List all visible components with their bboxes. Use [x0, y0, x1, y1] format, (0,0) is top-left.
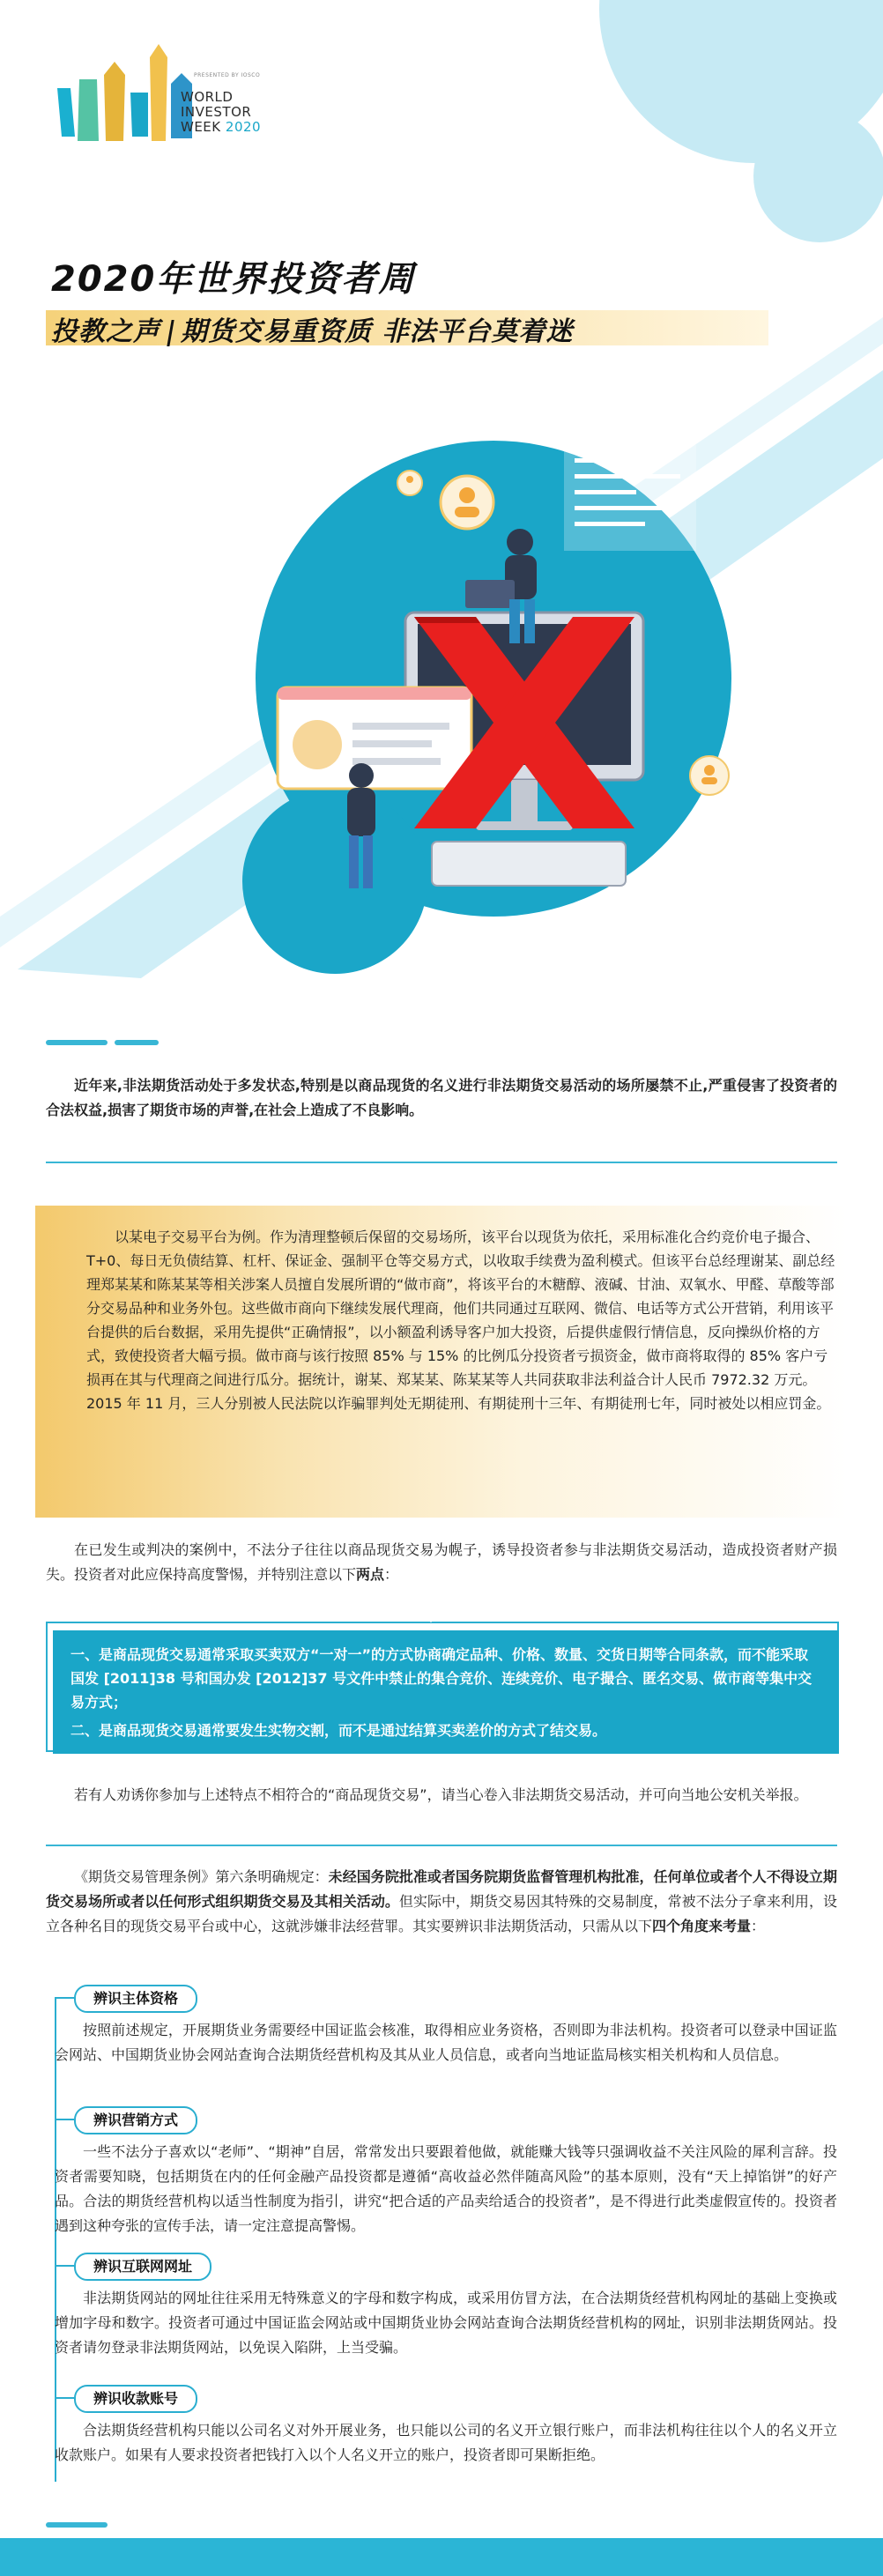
- key-point-2: 二、是商品现货交易通常要发生实物交割，而不是通过结算买卖差价的方式了结交易。: [70, 1722, 607, 1739]
- warning-bold: 两点: [356, 1566, 385, 1583]
- logo-line1: WORLD: [181, 89, 234, 105]
- code-window-icon: [564, 445, 696, 551]
- regulation-post: ：: [751, 1918, 766, 1934]
- logo-wordmark: [181, 90, 261, 135]
- section-text-website: 非法期货网站的网址往往采用无特殊意义的字母和数字构成，或采用仿冒方法，在合法期货经营机构网址的基础上变换或增加字母和数字。投资者可通过中国证监会网站或中国期货业协会网站查询合法期货经营机构的网址，识别非法期货网站。投资者请勿登录非法期货网站，以免误入陷阱，上当受骗。: [55, 2290, 837, 2356]
- section-text-subject: 按照前述规定，开展期货业务需要经中国证监会核准，取得相应业务资格，否则即为非法机构。投资者可以登录中国证监会网站、中国期货业协会网站查询合法期货经营机构及其从业人员信息，或者向当地证监局核实相关机构和人员信息。: [55, 2022, 837, 2063]
- section-tag-connector: [55, 2397, 74, 2399]
- profile-card-icon: [278, 687, 471, 789]
- user-badge-small-icon: [397, 471, 422, 495]
- section-tag-connector: [55, 2265, 74, 2267]
- section-text-marketing: 一些不法分子喜欢以“老师”、“期神”自居，常常发出只要跟着他做，就能赚大钱等只强调收益不关注风险的犀利言辞。投资者需要知晓，包括期货在内的任何金融产品投资都是遵循“高收益必然伴随高风险”的基本原则，没有“天上掉馅饼”的好产品。合法的期货经营机构以适当性制度为指引，讲究“把合适的产品卖给适合的投资者”，是不得进行此类虚假宣传的。投资者遇到这种夸张的宣传手法，请一定注意提高警惕。: [55, 2143, 837, 2234]
- section-text-account: 合法期货经营机构只能以公司名义对外开展业务，也只能以公司的名义开立银行账户，而非法机构往往以个人的名义开立收款账户。如果有人要求投资者把钱打入以个人名义开立的账户，投资者即可果断拒绝。: [55, 2422, 837, 2463]
- regulation-bold: 未经国务院批准或者国务院期货监督管理机构批准，任何单位或者个人不得设立期货交易场所或者以任何形式组织期货交易及其相关活动。: [46, 1868, 837, 1910]
- logo-sponsor-text: PRESENTED BY IOSCO: [194, 72, 261, 78]
- section-tag-connector: [55, 2119, 74, 2120]
- section-divider: [46, 1845, 837, 1846]
- section-tag-account: 辨识收款账号: [74, 2385, 197, 2413]
- logo-line2: INVESTOR: [181, 104, 252, 120]
- section-tag-subject: 辨识主体资格: [74, 1985, 197, 2013]
- logo-line3: WEEK: [181, 119, 221, 135]
- sections-timeline: [55, 1997, 56, 2482]
- intro-paragraph: 近年来,非法期货活动处于多发状态,特别是以商品现货的名义进行非法期货交易活动的场所屡禁不止,严重侵害了投资者的合法权益,损害了期货市场的声誉,在社会上造成了不良影响。: [46, 1077, 837, 1118]
- subtitle-separator: [167, 320, 174, 346]
- regulation-paragraph: [46, 1865, 837, 1939]
- section-tag-marketing: 辨识营销方式: [74, 2106, 197, 2134]
- decor-dash: [46, 2522, 108, 2528]
- user-badge-right-icon: [690, 756, 729, 795]
- warning-text: 在已发生或判决的案例中，不法分子往往以商品现货交易为幌子，诱导投资者参与非法期货交易活动，造成投资者财产损失。投资者对此应保持高度警惕，并特别注意以下: [46, 1541, 837, 1583]
- regulation-bold2: 四个角度来考量: [652, 1918, 752, 1934]
- regulation-pre: 《期货交易管理条例》第六条明确规定：: [74, 1868, 329, 1885]
- user-badge-icon: [441, 476, 493, 529]
- case-study-text: 以某电子交易平台为例。作为清理整顿后保留的交易场所，该平台以现货为依托，采用标准化合约竞价电子撮合、T+0、每日无负债结算、杠杆、保证金、强制平仓等交易方式，以收取手续费为盈利模式。但该平台总经理谢某、副总经理郑某某和陈某某等相关涉案人员擅自发展所谓的“做市商”，将该平台的木糖醇、液碱、甘油、双氧水、甲醛、草酸等部分交易品种和业务外包。这些做市商向下继续发展代理商，他们共同通过互联网、微信、电话等方式公开营销，利用该平台提供的后台数据，采用先提供“正确情报”，以小额盈利诱导客户加大投资，后提供虚假行情信息，反向操纵价格的方式，致使投资者大幅亏损。做市商与该行按照 85% 与 15% 的比例瓜分投资者亏损资金，做市商将取得的 85% 客户亏损再在其与代理商之间进行瓜分。据统计，谢某、郑某某、陈某某等人共同获取非法利益合计人民币 7972.32 万元。2015 年 11 月，三人分别被人民法院以诈骗罪判处无期徒刑、有期徒刑十三年、有期徒刑七年，同时被处以相应罚金。: [86, 1229, 835, 1412]
- case-study-box: [35, 1206, 848, 1518]
- decor-dash: [115, 1040, 159, 1045]
- footer-bar: [0, 2538, 883, 2576]
- report-paragraph: 若有人劝诱你参加与上述特点不相符合的“商品现货交易”，请当心卷入非法期货交易活动，并可向当地公安机关举报。: [74, 1786, 808, 1803]
- decor-dash: [46, 1040, 108, 1045]
- key-points-notch: [419, 1610, 443, 1622]
- subtitle-part-a: 投教之声: [51, 316, 160, 347]
- page-subtitle: [51, 309, 573, 348]
- key-point-1: 一、是商品现货交易通常采取买卖双方“一对一”的方式协商确定品种、价格、数量、交货日期等合同条款，而不能采取国发 [2011]38 号和国办发 [2012]37 号文件中禁止的集合竞价、连续竞价、电子撮合、匿名交易、做市商等集中交易方式；: [70, 1646, 813, 1711]
- section-tag-connector: [55, 1997, 74, 1999]
- key-points-box: [46, 1622, 839, 1752]
- section-tag-website: 辨识互联网网址: [74, 2253, 211, 2281]
- regulation-mid: 但实际中，期货交易因其特殊的交易制度，常被不法分子拿来利用，设立各种名目的现货交易平台或中心，这就涉嫌非法经营罪。其实要辨识非法期货活动，只需从以下: [46, 1893, 837, 1934]
- warning-paragraph: [46, 1538, 837, 1587]
- section-divider: [46, 1162, 837, 1163]
- warning-post: ：: [384, 1566, 399, 1583]
- subtitle-part-b: 期货交易重资质 非法平台莫着迷: [181, 316, 574, 347]
- page-title: 2020年世界投资者周: [51, 259, 416, 300]
- logo-year: 2020: [225, 119, 262, 135]
